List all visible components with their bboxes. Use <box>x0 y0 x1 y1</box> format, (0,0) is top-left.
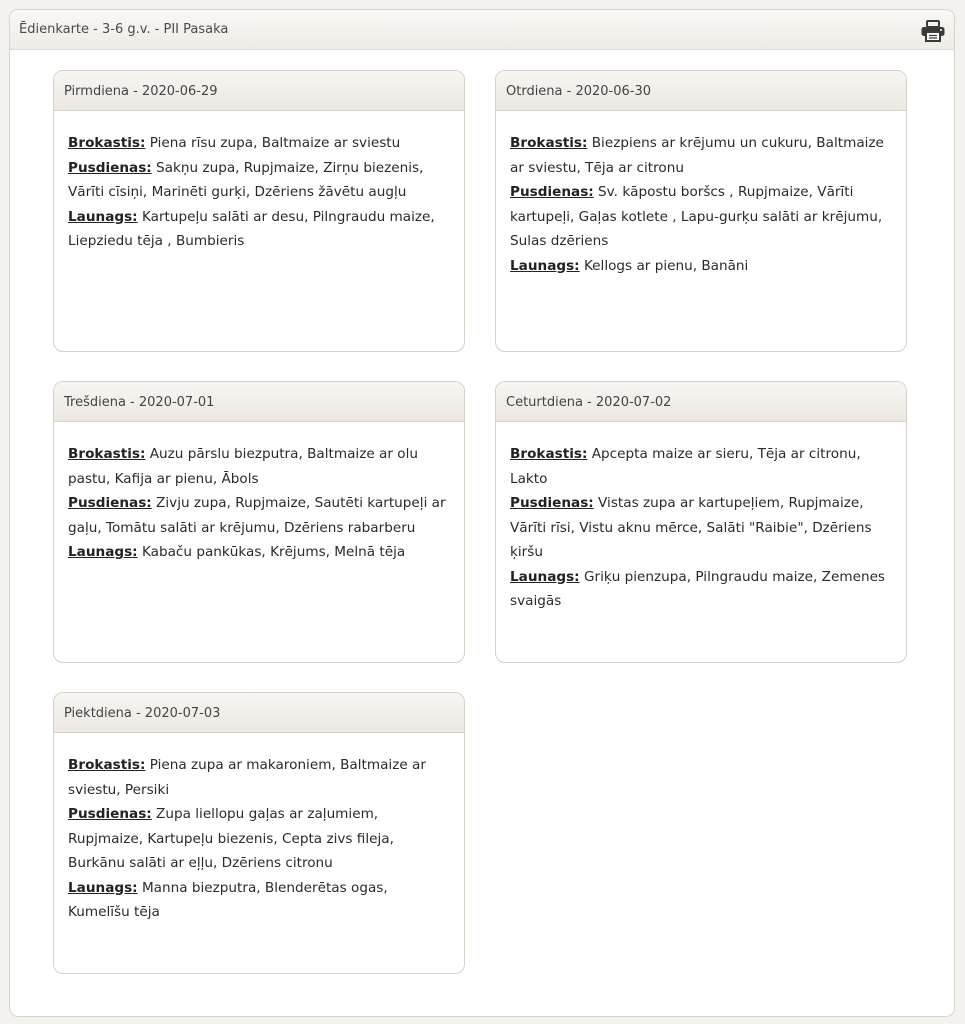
lunch-label: Pusdienas: <box>510 495 594 511</box>
snack-text: Griķu pienzupa, Pilngraudu maize, Zemenes svaigās <box>510 568 886 609</box>
breakfast-label: Brokastis: <box>510 135 588 151</box>
day-menu <box>54 111 464 254</box>
snack-text: Kabaču pankūkas, Krējums, Melnā tēja <box>137 544 406 560</box>
breakfast-text: Apcepta maize ar sieru, Tēja ar citronu, Lakto <box>510 446 861 487</box>
day-card-thursday <box>495 381 907 663</box>
page-title: Ēdienkarte - 3-6 g.v. - PII Pasaka <box>19 22 229 37</box>
breakfast-text: Biezpiens ar krējumu un cukuru, Baltmaize ar sviestu, Tēja ar citronu <box>510 135 884 176</box>
snack-label: Launags: <box>68 879 138 896</box>
day-menu <box>496 111 906 278</box>
breakfast-text: Piena zupa ar makaroniem, Baltmaize ar sviestu, Persiki <box>68 757 426 798</box>
breakfast-label: Brokastis: <box>68 757 146 773</box>
day-menu <box>54 733 464 925</box>
day-card-monday <box>53 70 465 352</box>
snack-label: Launags: <box>510 568 580 585</box>
lunch-text: Zivju zupa, Rupjmaize, Sautēti kartupeļi ar gaļu, Tomātu salāti ar krējumu, Dzēriens rabarberu <box>68 495 446 536</box>
panel-header <box>10 10 954 50</box>
day-header: Piektdiena - 2020-07-03 <box>54 693 464 733</box>
snack-label: Launags: <box>510 257 580 274</box>
breakfast-label: Brokastis: <box>68 135 146 151</box>
snack-text: Kellogs ar pienu, Banāni <box>579 257 749 274</box>
print-button[interactable] <box>920 20 946 42</box>
breakfast-label: Brokastis: <box>510 446 588 462</box>
lunch-label: Pusdienas: <box>68 806 152 822</box>
menu-panel <box>9 9 955 1017</box>
lunch-text: Zupa liellopu gaļas ar zaļumiem, Rupjmaize, Kartupeļu biezenis, Cepta zivs fileja, Burkānu salāti ar eļļu, Dzēriens citronu <box>68 806 394 871</box>
printer-icon <box>920 20 946 42</box>
day-header: Otrdiena - 2020-06-30 <box>496 71 906 111</box>
lunch-text: Sv. kāpostu boršcs , Rupjmaize, Vārīti kartupeļi, Gaļas kotlete , Lapu-gurķu salāti ar krējumu, Sulas dzēriens <box>510 184 883 249</box>
lunch-label: Pusdienas: <box>510 184 594 200</box>
snack-label: Launags: <box>68 208 138 225</box>
breakfast-text: Piena rīsu zupa, Baltmaize ar sviestu <box>145 135 401 151</box>
snack-text: Kartupeļu salāti ar desu, Pilngraudu maize, Liepziedu tēja , Bumbieris <box>68 208 435 249</box>
lunch-label: Pusdienas: <box>68 159 152 176</box>
lunch-label: Pusdienas: <box>68 495 152 511</box>
snack-label: Launags: <box>68 544 138 560</box>
day-card-wednesday <box>53 381 465 663</box>
breakfast-text: Auzu pārslu biezputra, Baltmaize ar olu pastu, Kafija ar pienu, Ābols <box>68 446 418 487</box>
lunch-text: Vistas zupa ar kartupeļiem, Rupjmaize, Vārīti rīsi, Vistu aknu mērce, Salāti "Raibie", Dzēriens ķiršu <box>510 495 872 560</box>
day-menu <box>54 422 464 565</box>
day-card-tuesday <box>495 70 907 352</box>
snack-text: Manna biezputra, Blenderētas ogas, Kumelīšu tēja <box>68 879 388 920</box>
day-header: Trešdiena - 2020-07-01 <box>54 382 464 422</box>
day-header: Pirmdiena - 2020-06-29 <box>54 71 464 111</box>
day-header: Ceturtdiena - 2020-07-02 <box>496 382 906 422</box>
breakfast-label: Brokastis: <box>68 446 146 462</box>
lunch-text: Sakņu zupa, Rupjmaize, Zirņu biezenis, Vārīti cīsiņi, Marinēti gurķi, Dzēriens žāvētu augļu <box>68 159 424 200</box>
day-card-friday <box>53 692 465 974</box>
day-menu <box>496 422 906 614</box>
